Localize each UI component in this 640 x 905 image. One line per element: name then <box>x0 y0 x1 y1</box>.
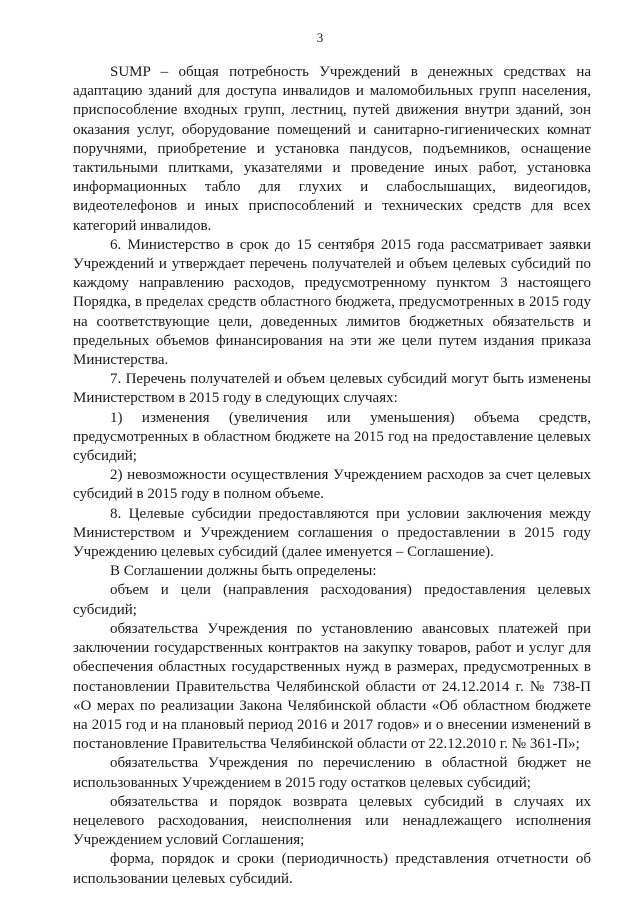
paragraph-clause-7: 7. Перечень получателей и объем целевых субсидий могут быть изменены Министерством в 2015 году в следующих случаях: <box>73 371 591 407</box>
document-body <box>73 63 591 889</box>
paragraph-clause-7-item-2: 2) невозможности осуществления Учреждением расходов за счет целевых субсидий в 2015 году в полном объеме. <box>73 467 591 503</box>
paragraph-agreement-reporting: форма, порядок и сроки (периодичность) представления отчетности об использовании целевых субсидий. <box>73 851 591 887</box>
paragraph-clause-6: 6. Министерство в срок до 15 сентября 2015 года рассматривает заявки Учреждений и утверждает перечень получателей и объем целевых субсидий по каждому направлению расходов, предусмотренному пунктом 3 настоящего Порядка, в пределах средств областного бюджета, предусмотренных в 2015 году на соответствующие цели, доведенных лимитов бюджетных обязательств и предельных объемов финансирования на эти же цели путем издания приказа Министерства. <box>73 236 591 369</box>
paragraph-agreement-intro: В Соглашении должны быть определены: <box>110 563 377 580</box>
paragraph-agreement-volume: объем и цели (направления расходования) предоставления целевых субсидий; <box>73 582 591 618</box>
paragraph-clause-8: 8. Целевые субсидии предоставляются при условии заключения между Министерством и Учреждением соглашения о предоставлении в 2015 году Учреждению целевых субсидий (далее именуется – Соглашение). <box>73 505 591 561</box>
paragraph-sump-definition: SUMP – общая потребность Учреждений в денежных средствах на адаптацию зданий для доступа инвалидов и маломобильных групп населения, приспособление входных групп, лестниц, путей движения внутри зданий, зон оказания услуг, оборудование помещений и санитарно-гигиенических комнат поручнями, приобретение и установка пандусов, подъемников, оснащение тактильными плитками, указателями и проведение иных работ, установка информационных табло для глухих и слабослышащих, видеогидов, видеотелефонов и иных приспособлений и технических средств для всех категорий инвалидов. <box>73 64 591 234</box>
paragraph-agreement-advance-payments: обязательства Учреждения по установлению авансовых платежей при заключении государственных контрактов на закупку товаров, работ и услуг для обеспечения областных государственных нужд в размерах, предусмотренных в постановлении Правительства Челябинской области от 24.12.2014 г. № 738-П «О мерах по реализации Закона Челябинской области «Об областном бюджете на 2015 год и на плановый период 2016 и 2017 годов» и о внесении изменений в постановление Правительства Челябинской области от 22.12.2010 г. № 361-П»; <box>73 620 591 753</box>
paragraph-clause-7-item-1: 1) изменения (увеличения или уменьшения) объема средств, предусмотренных в областном бюджете на 2015 год на предоставление целевых субсидий; <box>73 409 591 465</box>
paragraph-agreement-remainder-transfer: обязательства Учреждения по перечислению в областной бюджет не использованных Учреждением в 2015 году остатков целевых субсидий; <box>73 755 591 791</box>
page-number: 3 <box>316 30 324 45</box>
paragraph-agreement-refund: обязательства и порядок возврата целевых субсидий в случаях их нецелевого расходования, неисполнения или ненадлежащего исполнения Учреждением условий Соглашения; <box>73 793 591 849</box>
